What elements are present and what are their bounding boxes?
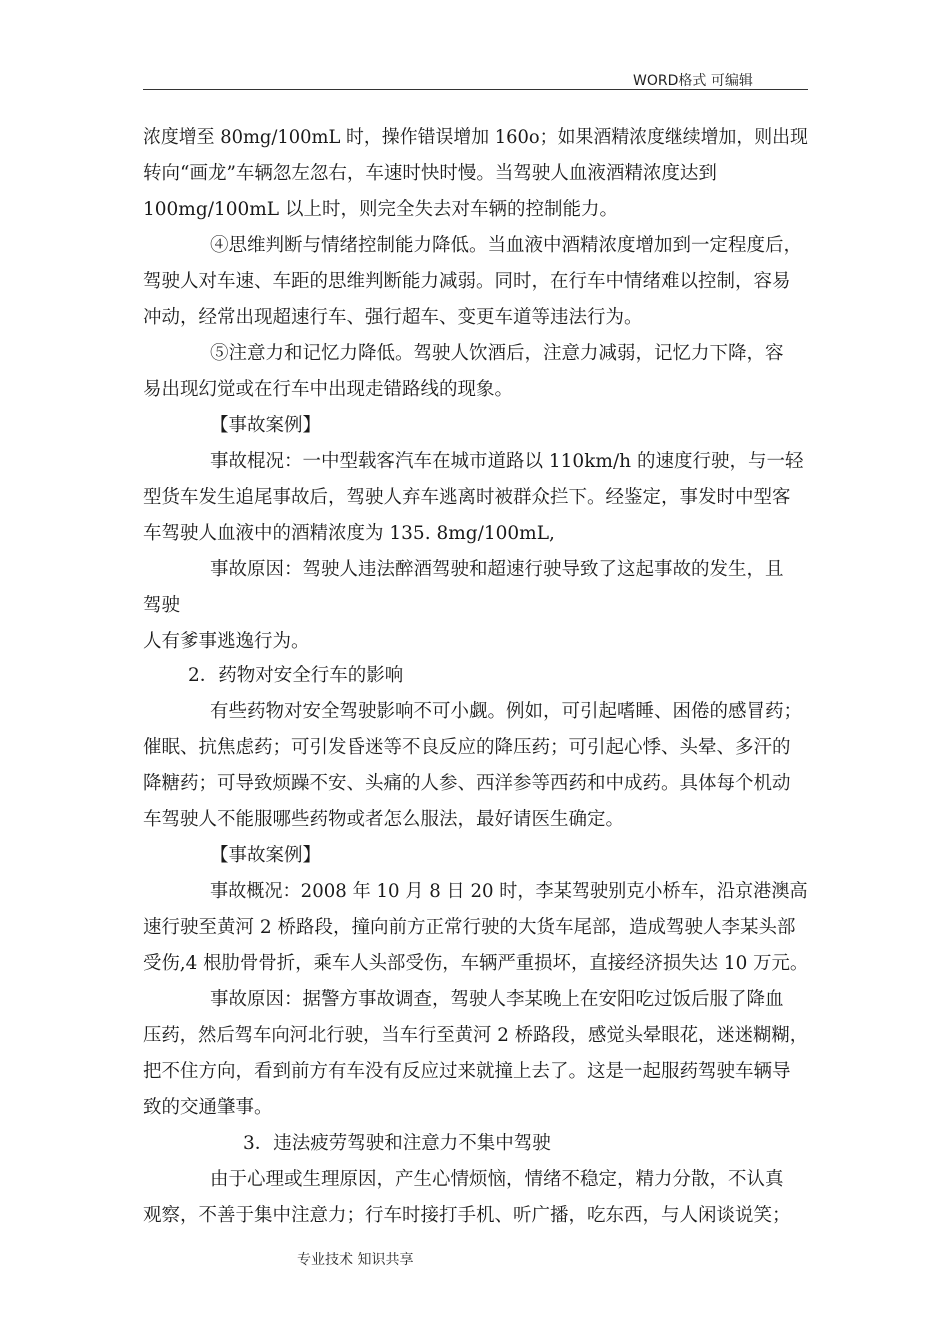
text-line: ④思维判断与情绪控制能力降低。当血液中酒精浓度增加到一定程度后，: [210, 235, 803, 256]
text-line: 催眠、抗焦虑药；可引发昏迷等不良反应的降压药；可引起心悸、头晕、多汗的: [143, 737, 791, 758]
text-line: 致的交通肇事。: [143, 1097, 273, 1118]
text-line: 速行驶至黄河 2 桥路段，撞向前方正常行驶的大货车尾部，造成驾驶人李某头部: [143, 917, 796, 938]
text-line: 冲动，经常出现超速行车、强行超车、变更车道等违法行为。: [143, 307, 643, 328]
text-line: 事故原因：据警方事故调查，驾驶人李某晚上在安阳吃过饭后服了降血: [210, 989, 784, 1010]
text-line: 事故原因：驾驶人违法醉酒驾驶和超速行驶导致了这起事故的发生，且: [210, 559, 784, 580]
text-line: 降糖药；可导致烦躁不安、头痛的人参、西洋参等西药和中成药。具体每个机动: [143, 773, 791, 794]
section-heading: 【事故案例】: [210, 415, 322, 436]
section-heading: 2．药物对安全行车的影响: [188, 665, 404, 686]
text-line: 转向“画龙”车辆忽左忽右，车速时快时慢。当驾驶人血液酒精浓度达到: [143, 163, 717, 184]
text-line: 车驾驶人不能服哪些药物或者怎么服法，最好请医生确定。: [143, 809, 625, 830]
text-line: 受伤,4 根肋骨骨折，乘车人头部受伤，车辆严重损坏，直接经济损失达 10 万元。: [143, 953, 809, 974]
text-line: 车驾驶人血液中的酒精浓度为 135. 8mg/100mL,: [143, 523, 555, 544]
text-line: 人有爹事逃逸行为。: [143, 631, 310, 652]
text-line: 驾驶人对车速、车距的思维判断能力减弱。同时，在行车中情绪难以控制，容易: [143, 271, 791, 292]
text-line: ⑤注意力和记忆力降低。驾驶人饮酒后，注意力减弱，记忆力下降，容: [210, 343, 784, 364]
header-text: WORD格式 可编辑: [633, 73, 753, 89]
text-line: 浓度增至 80mg/100mL 时，操作错误增加 160o；如果酒精浓度继续增加，则出现: [143, 127, 808, 148]
page-footer: 专业技术 知识共享: [297, 1252, 414, 1268]
text-line: 观察，不善于集中注意力；行车时接打手机、听广播，吃东西，与人闲谈说笑；: [143, 1205, 791, 1226]
text-line: 型货车发生追尾事故后，驾驶人弃车逃离时被群众拦下。经鉴定，事发时中型客: [143, 487, 791, 508]
text-line: 有些药物对安全驾驶影响不可小觑。例如，可引起嗜睡、困倦的感冒药；: [210, 701, 803, 722]
text-line: 由于心理或生理原因，产生心情烦恼，情绪不稳定，精力分散，不认真: [210, 1169, 784, 1190]
text-line: 驾驶: [143, 595, 181, 616]
text-line: 易出现幻觉或在行车中出现走错路线的现象。: [143, 379, 514, 400]
text-line: 压药，然后驾车向河北行驶，当车行至黄河 2 桥路段，感觉头晕眼花，迷迷糊糊，: [143, 1025, 809, 1046]
section-heading: 【事故案例】: [210, 845, 322, 866]
text-line: 把不住方向，看到前方有车没有反应过来就撞上去了。这是一起服药驾驶车辆导: [143, 1061, 791, 1082]
text-line: 事故棍况：一中型载客汽车在城市道路以 110km/h 的速度行驶，与一轻: [210, 451, 804, 472]
text-line: 100mg/100mL 以上时，则完全失去对车辆的控制能力。: [143, 199, 618, 220]
text-line: 事故概况：2008 年 10 月 8 日 20 时，李某驾驶别克小桥车，沿京港澳高: [210, 881, 808, 902]
section-heading: 3．违法疲劳驾驶和注意力不集中驾驶: [243, 1133, 551, 1154]
page-header: [143, 68, 808, 90]
